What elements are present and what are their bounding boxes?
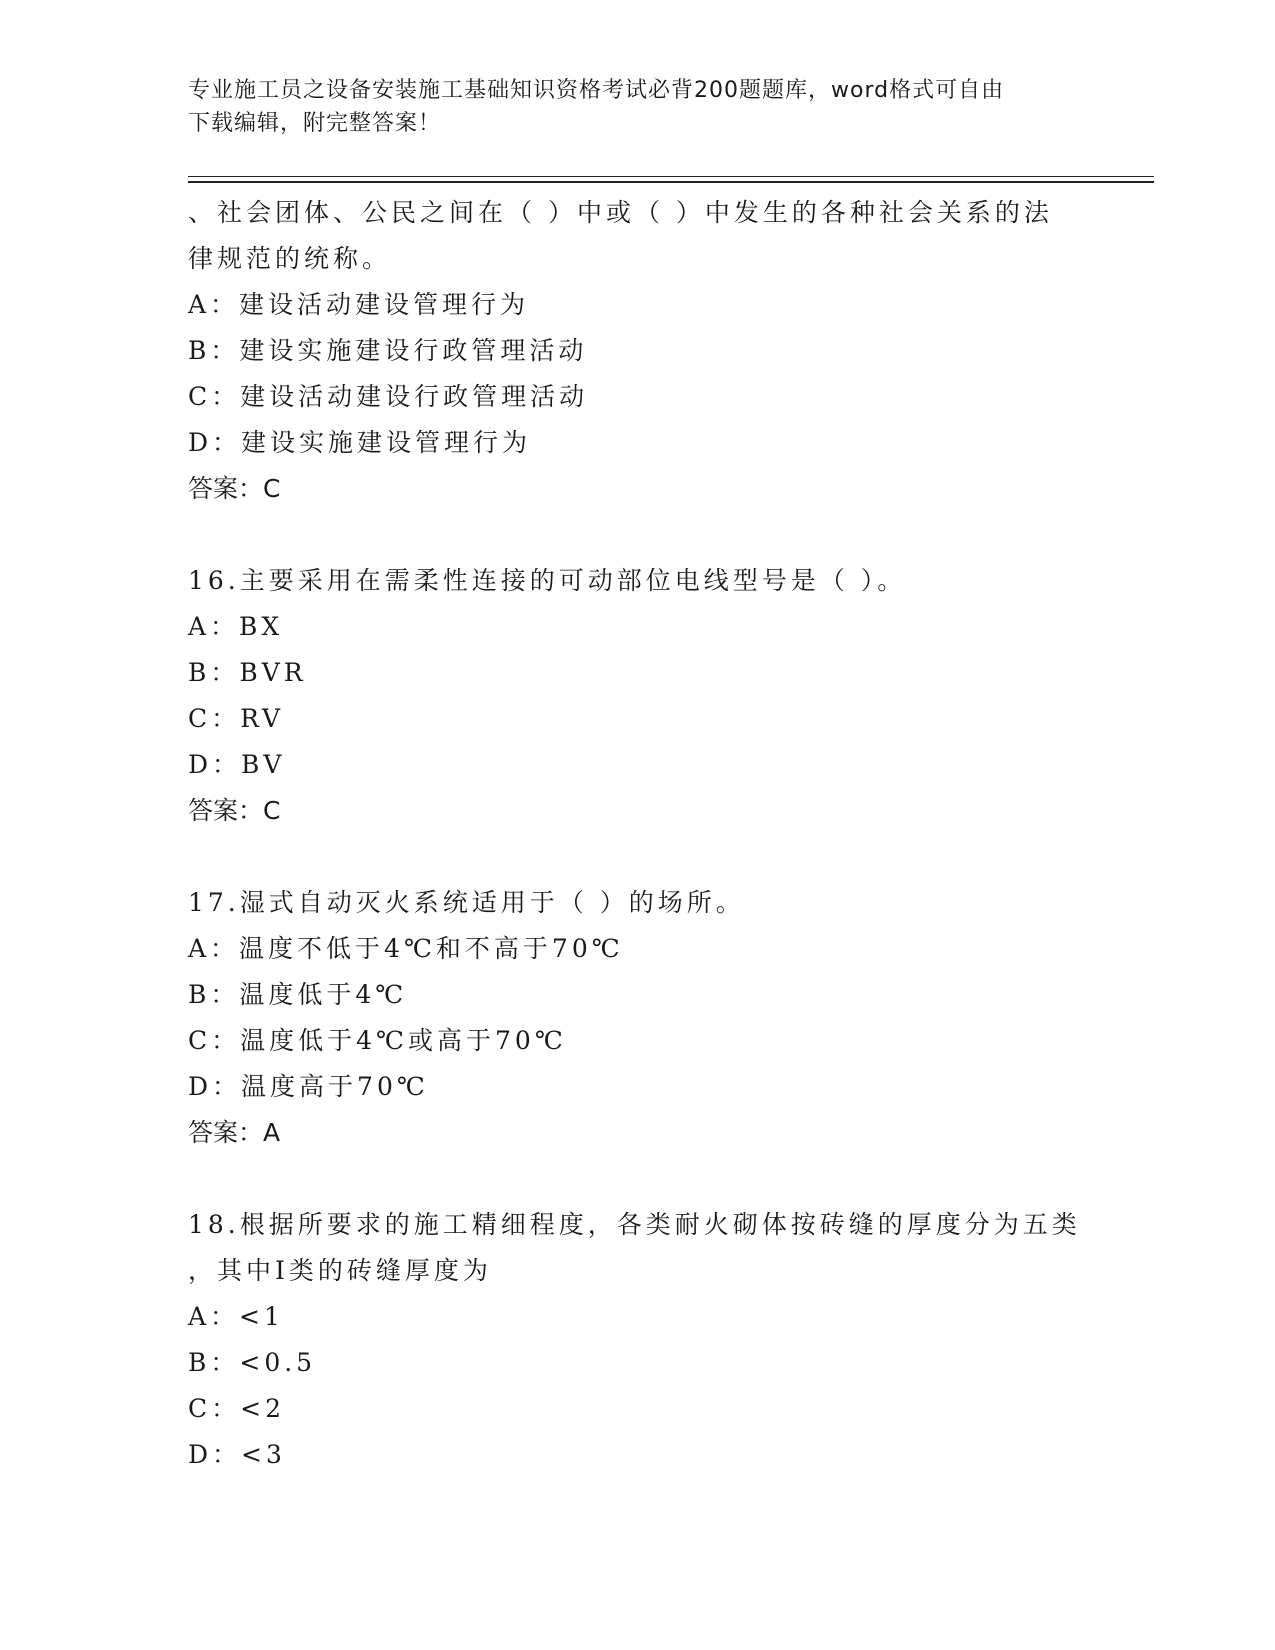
question-stem-continued: ，其中Ⅰ类的砖缝厚度为 [188,1256,492,1285]
header-line-2: 下载编辑，附完整答案！ [188,111,442,136]
question-stem: 17.湿式自动灭火系统适用于（ ）的场所。 [188,888,745,917]
header-divider-thick [188,181,1154,183]
option-d: D：温度高于70℃ [188,1072,429,1101]
option-b: B：BVR [188,658,307,687]
option-d: D：<3 [188,1440,286,1469]
question-15 [188,190,1088,512]
question-stem: 18.根据所要求的施工精细程度，各类耐火砌体按砖缝的厚度分为五类 [188,1210,1081,1239]
question-spacer [188,512,1088,558]
option-a: A：BX [188,612,284,641]
option-b: B：<0.5 [188,1348,317,1377]
option-c: C：建设活动建设行政管理活动 [188,382,589,411]
document-header [188,74,1068,140]
question-stem: 16.主要采用在需柔性连接的可动部位电线型号是（ ）。 [188,566,907,595]
option-b: B：建设实施建设行政管理活动 [188,336,588,365]
option-d: D：建设实施建设管理行为 [188,428,532,457]
option-c: C：温度低于4℃或高于70℃ [188,1026,567,1055]
option-b: B：温度低于4℃ [188,980,408,1009]
question-stem-continued: 、社会团体、公民之间在（ ）中或（ ）中发生的各种社会关系的法 [188,198,1053,227]
question-16 [188,558,1088,834]
question-spacer [188,834,1088,880]
question-list [188,190,1088,1478]
answer-line: 答案：A [188,1118,281,1147]
header-line-1: 专业施工员之设备安装施工基础知识资格考试必背200题题库，word格式可自由 [188,78,1005,103]
question-spacer [188,1156,1088,1202]
option-d: D：BV [188,750,286,779]
option-c: C：RV [188,704,285,733]
question-17 [188,880,1088,1156]
option-a: A：<1 [188,1302,284,1331]
option-a: A：温度不低于4℃和不高于70℃ [188,934,624,963]
header-divider-thin [188,176,1154,177]
option-c: C：<2 [188,1394,285,1423]
question-stem-continued: 律规范的统称。 [188,244,392,273]
answer-line: 答案：C [188,796,281,825]
answer-line: 答案：C [188,474,281,503]
option-a: A：建设活动建设管理行为 [188,290,530,319]
question-18 [188,1202,1088,1478]
